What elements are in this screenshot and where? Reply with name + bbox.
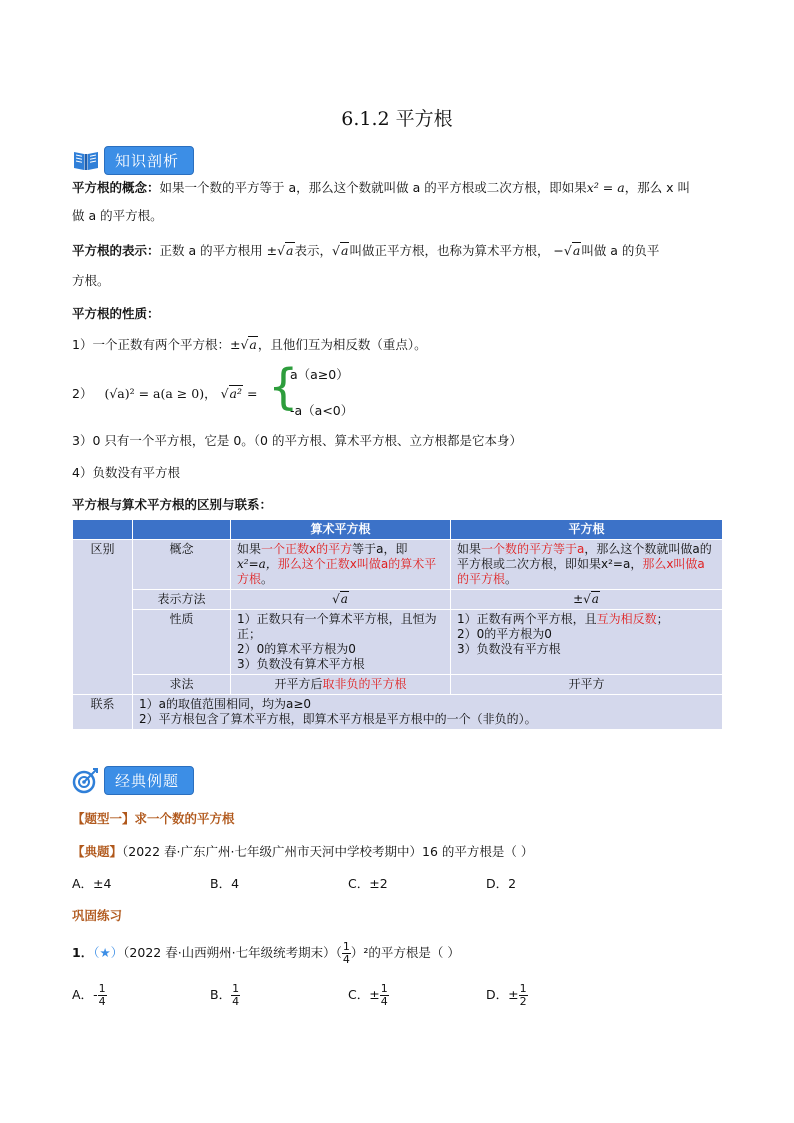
type-1-heading: 【题型一】求一个数的平方根 [72, 811, 235, 826]
fraction: $\frac{1}{4}$ [342, 940, 350, 966]
comparison-table [72, 519, 723, 730]
row-label-concept: 概念 [133, 540, 231, 590]
notation-text-c: 叫做正平方根，也称为算术平方根， − [349, 243, 564, 258]
property-1-text-b: ，且他们互为相反数（重点）。 [257, 337, 427, 352]
concept-heading: 平方根的概念： [72, 180, 160, 195]
question-1-paren: （ [335, 945, 342, 960]
question-1-number: 1． [72, 945, 94, 960]
notation-arith-cell: √a [231, 590, 451, 610]
table-row [73, 695, 723, 730]
property-1 [72, 334, 752, 356]
notation-text-b: 表示， [294, 243, 333, 258]
notation-text-d: 叫做 a 的负平 [581, 243, 660, 258]
example-option-a: A．±4 [72, 876, 112, 891]
example-stem: 16 的平方根是（ ） [422, 844, 534, 859]
example-source: （2022 春·广东广州·七年级广州市天河中学校考期中） [122, 844, 422, 859]
example-option-b: B．4 [210, 876, 240, 891]
sqrt-symbol: √a [240, 337, 257, 352]
property-3: 3）0 只有一个平方根，它是 0。（0 的平方根、算术平方根、立方根都是它本身） [72, 433, 522, 448]
table-header-sqrt: 平方根 [451, 520, 723, 540]
row-label-notation: 表示方法 [133, 590, 231, 610]
difficulty-star: （★） [93, 945, 124, 960]
notation-paragraph [72, 240, 752, 262]
question-1-option-c: C．± $\frac{1}{4}$ [348, 982, 388, 1008]
question-1-option-a: A．- $\frac{1}{4}$ [72, 982, 106, 1008]
notation-sqrt-cell: ±√a [451, 590, 723, 610]
property-arith-cell: 1）正数只有一个算术平方根，且恒为正； 2）0的算术平方根为0 3）负数没有算术平方根 [231, 610, 451, 675]
property-4: 4）负数没有平方根 [72, 465, 180, 480]
table-header-blank [133, 520, 231, 540]
table-header-row [73, 520, 723, 540]
question-1-option-d: D．± $\frac{1}{2}$ [486, 982, 527, 1008]
sqrt-symbol: √a² [220, 386, 242, 401]
row-label-link: 联系 [73, 695, 133, 730]
table-row [73, 590, 723, 610]
sqrt-symbol: √a [563, 243, 581, 258]
link-cell: 1）a的取值范围相同，均为a≥0 2）平方根包含了算术平方根，即算术平方根是平方根中的一个（非负的）。 [133, 695, 723, 730]
property-2-label: 2） [72, 386, 93, 401]
question-1-source: （2022 春·山西朔州·七年级统考期末） [123, 945, 336, 960]
notation-heading: 平方根的表示： [72, 243, 160, 258]
method-sqrt-cell: 开平方 [451, 675, 723, 695]
notation-text-e: 方根。 [72, 273, 110, 288]
practice-heading: 巩固练习 [72, 908, 123, 923]
target-icon [72, 766, 100, 794]
brace-icon: { [268, 359, 299, 415]
example-option-c: C．±2 [348, 876, 388, 891]
open-book-icon [72, 148, 100, 172]
row-label-method: 求法 [133, 675, 231, 695]
concept-text-b: ，那么 x 叫 [624, 180, 691, 195]
section-banner-examples [72, 766, 194, 794]
notation-text-a: 正数 a 的平方根用 ± [159, 243, 278, 258]
property-2 [72, 383, 257, 405]
page-title: 6.1.2 平方根 [341, 108, 453, 130]
table-row [73, 610, 723, 675]
table-row [73, 675, 723, 695]
section-label-examples: 经典例题 [104, 766, 194, 795]
row-label-property: 性质 [133, 610, 231, 675]
question-1 [72, 940, 460, 966]
sqrt-symbol: √a [277, 243, 294, 258]
property-2-formula: (√a)² = a(a ≥ 0)， [104, 386, 217, 401]
example-question [72, 841, 752, 863]
concept-paragraph [72, 177, 752, 199]
table-heading: 平方根与算术平方根的区别与联系： [72, 497, 273, 512]
section-label-knowledge: 知识剖析 [104, 146, 194, 175]
property-sqrt-cell: 1）正数有两个平方根，且互为相反数； 2）0的平方根为0 3）负数没有平方根 [451, 610, 723, 675]
concept-text-c: 做 a 的平方根。 [72, 208, 163, 223]
property-1-text-a: 1）一个正数有两个平方根：± [72, 337, 241, 352]
properties-heading: 平方根的性质： [72, 306, 160, 321]
row-label-diff: 区别 [73, 540, 133, 695]
concept-arith-cell: 如果一个正数x的平方等于a，即x²=a，那么这个正数x叫做a的算术平方根。 [231, 540, 451, 590]
table-row [73, 540, 723, 590]
concept-math: x² = a [586, 180, 625, 195]
table-header-blank [73, 520, 133, 540]
property-2-case-2: -a（a<0） [290, 403, 354, 418]
example-option-d: D．2 [486, 876, 517, 891]
property-2-equals: = [246, 386, 258, 401]
example-tag: 【典题】 [72, 844, 123, 859]
question-1-option-b: B． $\frac{1}{4}$ [210, 982, 240, 1008]
property-2-case-1: a（a≥0） [290, 367, 349, 382]
table-header-arith: 算术平方根 [231, 520, 451, 540]
question-1-stem: ）²的平方根是（ ） [350, 945, 460, 960]
section-banner-knowledge [72, 146, 194, 174]
concept-text-a: 如果一个数的平方等于 a，那么这个数就叫做 a 的平方根或二次方根，即如果 [159, 180, 587, 195]
concept-sqrt-cell: 如果一个数的平方等于a，那么这个数就叫做a的平方根或二次方根，即如果x²=a，那么x叫做a的平方根。 [451, 540, 723, 590]
sqrt-symbol: √a [332, 243, 349, 258]
method-arith-cell: 开平方后取非负的平方根 [231, 675, 451, 695]
